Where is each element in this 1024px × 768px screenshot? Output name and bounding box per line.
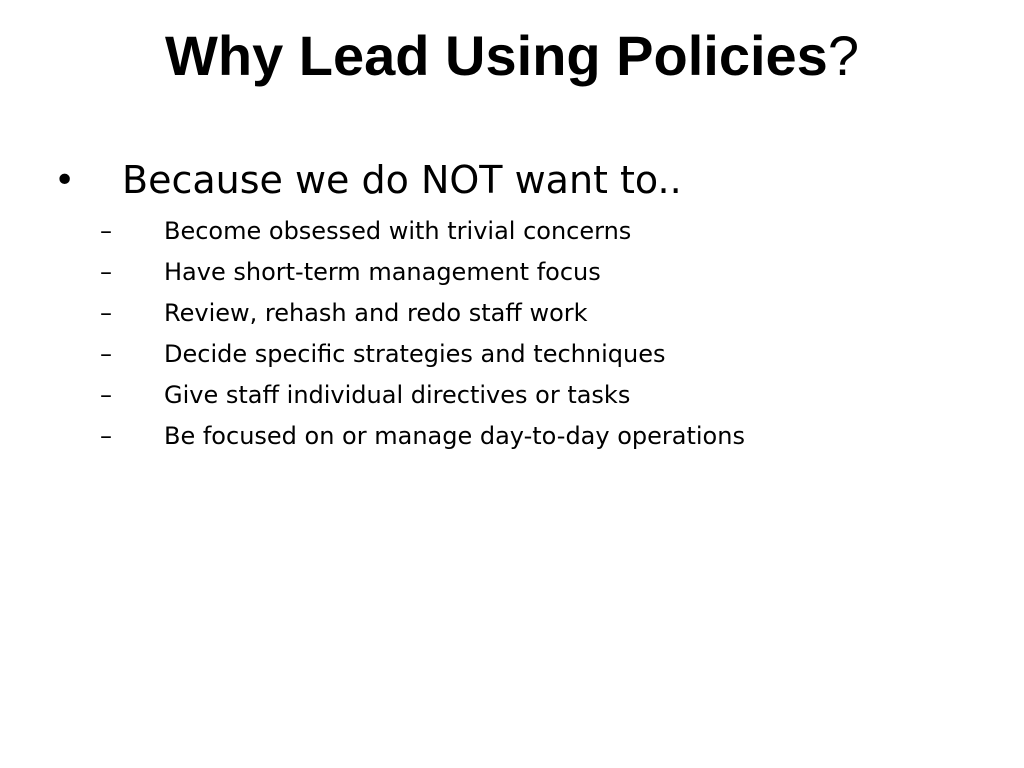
sub-bullet-item xyxy=(100,333,745,374)
dash-icon: – xyxy=(100,257,112,286)
main-bullet-text: Because we do NOT want to.. xyxy=(122,158,682,202)
slide-title xyxy=(0,18,1024,94)
dash-icon: – xyxy=(100,339,112,368)
sub-bullet-item xyxy=(100,374,745,415)
sub-bullet-item xyxy=(100,415,745,456)
bullet-icon: • xyxy=(54,159,76,201)
slide-title-question-mark: ? xyxy=(827,24,859,87)
sub-bullet-text: Become obsessed with trivial concerns xyxy=(164,216,632,245)
sub-bullet-item xyxy=(100,251,745,292)
dash-icon: – xyxy=(100,216,112,245)
sub-bullet-item xyxy=(100,210,745,251)
sub-bullet-list xyxy=(100,210,745,456)
sub-bullet-text: Have short-term management focus xyxy=(164,257,601,286)
main-bullet xyxy=(54,152,682,208)
slide-title-text: Why Lead Using Policies xyxy=(165,24,828,87)
dash-icon: – xyxy=(100,380,112,409)
sub-bullet-text: Give staff individual directives or tasks xyxy=(164,380,631,409)
sub-bullet-item xyxy=(100,292,745,333)
sub-bullet-text: Review, rehash and redo staff work xyxy=(164,298,588,327)
sub-bullet-text: Decide specific strategies and techniques xyxy=(164,339,666,368)
dash-icon: – xyxy=(100,298,112,327)
sub-bullet-text: Be focused on or manage day-to-day operations xyxy=(164,421,745,450)
dash-icon: – xyxy=(100,421,112,450)
